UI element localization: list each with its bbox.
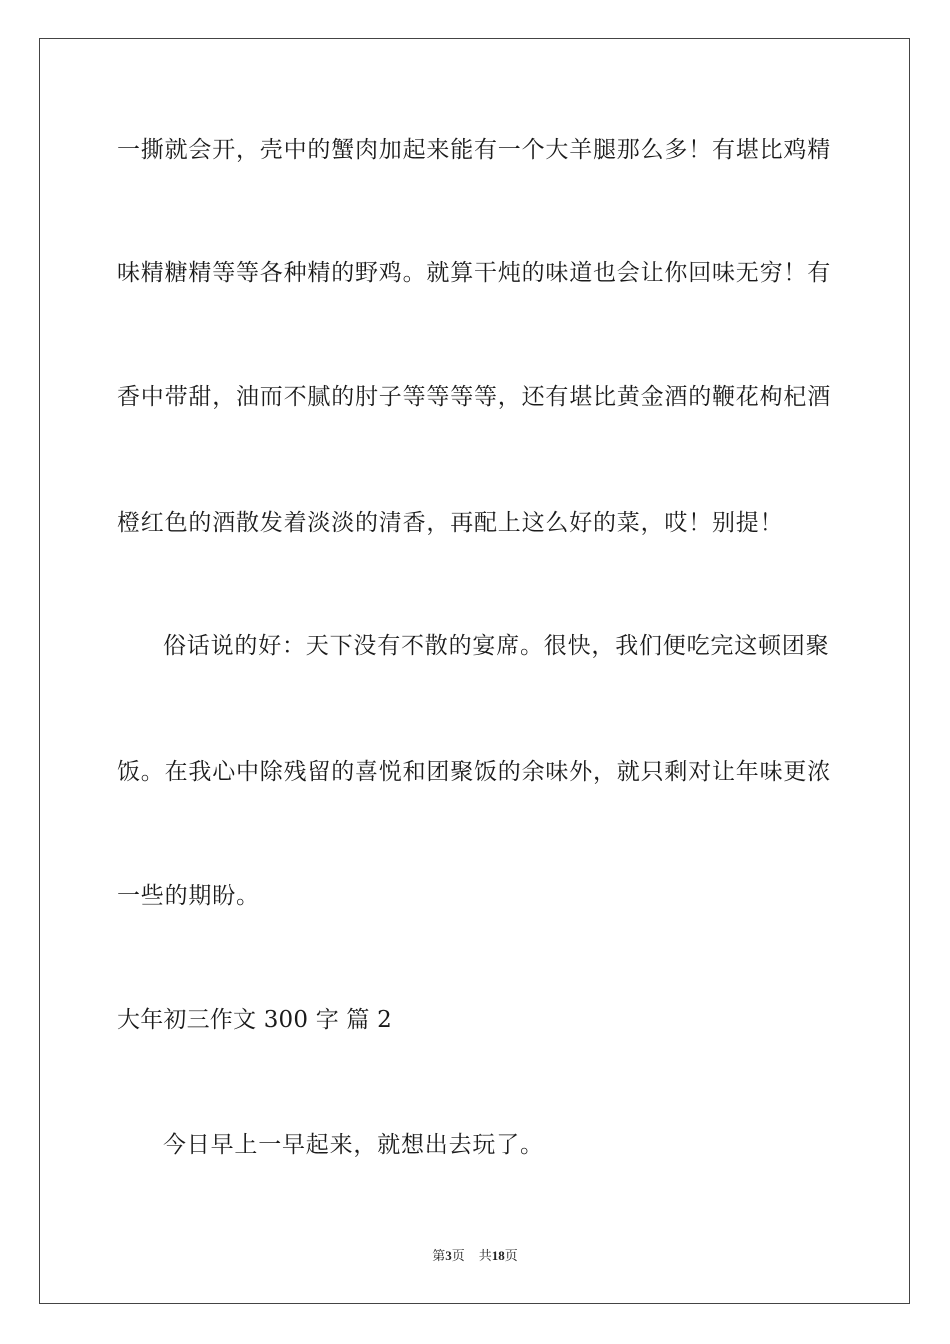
total-prefix: 共 bbox=[478, 1248, 492, 1263]
page-border bbox=[39, 38, 910, 1304]
page-suffix: 页 bbox=[451, 1248, 465, 1263]
total-suffix: 页 bbox=[504, 1248, 518, 1263]
total-pages: 18 bbox=[491, 1248, 505, 1263]
body-line-2: 味精糖精等等各种精的野鸡。就算干炖的味道也会让你回味无穷！有 bbox=[117, 260, 831, 286]
page-prefix: 第 bbox=[432, 1248, 446, 1263]
body-line-6: 饭。在我心中除残留的喜悦和团聚饭的余味外，就只剩对让年味更浓 bbox=[117, 759, 831, 785]
section-first-line: 今日早上一早起来，就想出去玩了。 bbox=[163, 1132, 544, 1158]
body-line-1: 一撕就会开，壳中的蟹肉加起来能有一个大羊腿那么多！有堪比鸡精 bbox=[117, 137, 831, 163]
page-footer bbox=[0, 1247, 950, 1265]
paragraph-start-line: 俗话说的好：天下没有不散的宴席。很快，我们便吃完这顿团聚 bbox=[163, 633, 830, 659]
section-heading: 大年初三作文 300 字 篇 2 bbox=[117, 1007, 392, 1033]
body-line-4: 橙红色的酒散发着淡淡的清香，再配上这么好的菜，哎！别提！ bbox=[117, 510, 784, 536]
body-line-3: 香中带甜，油而不腻的肘子等等等等，还有堪比黄金酒的鞭花枸杞酒 bbox=[117, 384, 831, 410]
body-line-7: 一些的期盼。 bbox=[117, 883, 260, 909]
page-number: 3 bbox=[445, 1248, 452, 1263]
